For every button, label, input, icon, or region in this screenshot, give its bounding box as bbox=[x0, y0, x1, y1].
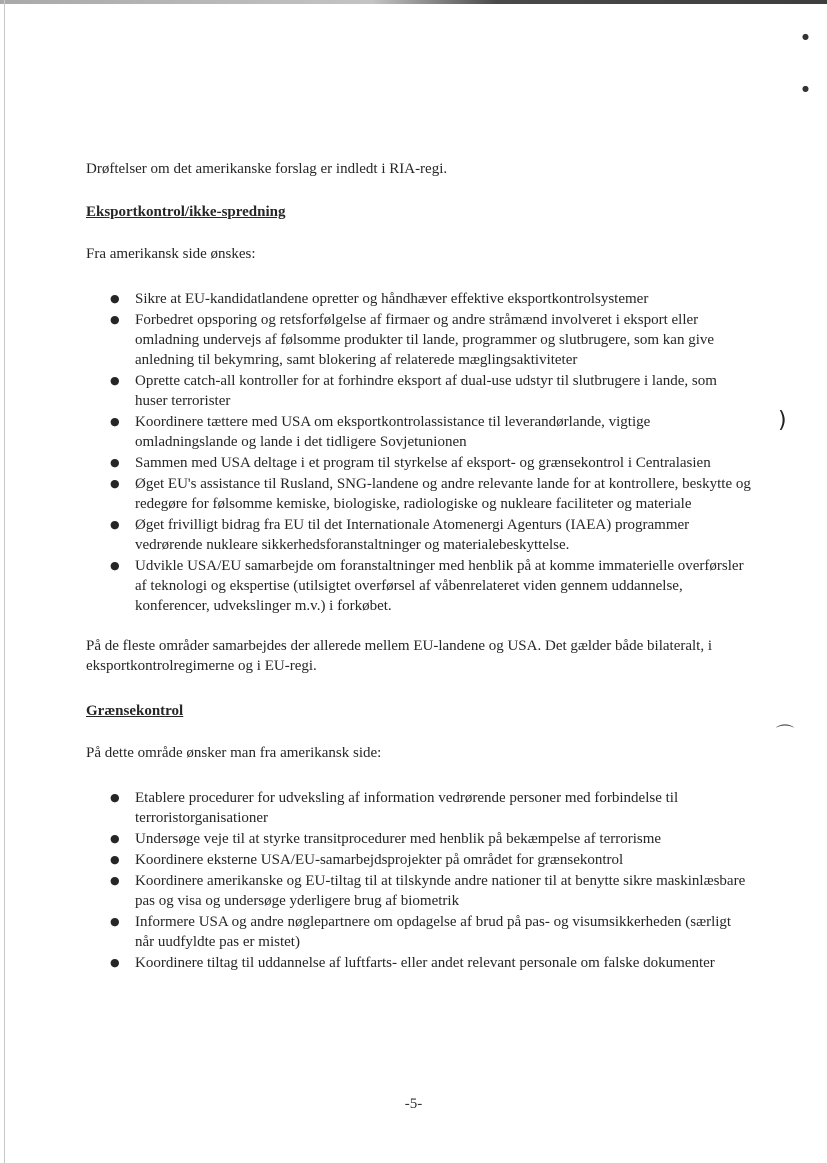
list-item-text: Sikre at EU-kandidatlandene opretter og håndhæver effektive eksportkontrolsystemer bbox=[135, 291, 649, 307]
bullet-icon: ● bbox=[110, 456, 120, 469]
bullet-icon: ● bbox=[110, 915, 120, 928]
bullet-icon: ● bbox=[110, 415, 120, 428]
list-item bbox=[86, 453, 751, 473]
list-item-text: Forbedret opsporing og retsforfølgelse af firmaer og andre stråmænd involveret i eksport eller omladning undervejs af følsomme produkter til lande, programmer og slutbrugere, som kan give anledning til bekymring, samt blokering af relaterede mæglingsaktiviteter bbox=[135, 312, 715, 368]
list-item-text: Koordinere amerikanske og EU-tiltag til at tilskynde andre nationer til at benytte sikre maskinlæsbare pas og visa og undersøge yderligere brug af biometrik bbox=[135, 873, 746, 909]
list-item-text: Koordinere tiltag til uddannelse af luftfarts- eller andet relevant personale om falske dokumenter bbox=[135, 955, 715, 971]
list-item-text: Oprette catch-all kontroller for at forhindre eksport af dual-use udstyr til slutbrugere i lande, som huser terrorister bbox=[135, 373, 717, 409]
bullet-icon: ● bbox=[110, 559, 120, 572]
list-item bbox=[86, 556, 751, 616]
section-lead: På dette område ønsker man fra amerikansk side: bbox=[86, 745, 382, 761]
list-item-text: Koordinere tættere med USA om eksportkontrolassistance til leverandørlande, vigtige omladningslande og lande i det tidligere Sovjetunionen bbox=[135, 414, 651, 450]
list-item bbox=[86, 474, 751, 514]
intro-paragraph: Drøftelser om det amerikanske forslag er indledt i RIA-regi. bbox=[86, 161, 448, 177]
list-item bbox=[86, 829, 751, 849]
bullet-icon: ● bbox=[110, 292, 120, 305]
closing-paragraph: På de fleste områder samarbejdes der allerede mellem EU-landene og USA. Det gælder både bilateralt, i eksportkontrolregimerne og i EU-regi. bbox=[86, 638, 713, 674]
list-item bbox=[86, 953, 751, 973]
border-control-list bbox=[86, 788, 751, 973]
bullet-icon: ● bbox=[110, 477, 120, 490]
list-item-text: Øget frivilligt bidrag fra EU til det Internationale Atomenergi Agenturs (IAEA) programmer vedrørende nukleare sikkerhedsforanstaltninger og materialebeskyttelse. bbox=[135, 517, 690, 553]
list-item bbox=[86, 912, 751, 952]
scan-dot-mark: ● bbox=[802, 32, 809, 41]
list-item bbox=[86, 412, 751, 452]
bullet-icon: ● bbox=[110, 956, 120, 969]
list-item bbox=[86, 310, 751, 370]
bullet-icon: ● bbox=[110, 832, 120, 845]
page-number: -5- bbox=[404, 1096, 423, 1112]
section-heading-export-control: Eksportkontrol/ikke-spredning bbox=[86, 204, 286, 220]
list-item bbox=[86, 788, 751, 828]
list-item bbox=[86, 371, 751, 411]
scan-top-edge bbox=[0, 0, 827, 4]
punch-hole-mark: ⌒ bbox=[776, 724, 794, 745]
list-item-text: Undersøge veje til at styrke transitprocedurer med henblik på bekæmpelse af terrorisme bbox=[135, 831, 662, 847]
bullet-icon: ● bbox=[110, 518, 120, 531]
bullet-icon: ● bbox=[110, 874, 120, 887]
list-item-text: Sammen med USA deltage i et program til styrkelse af eksport- og grænsekontrol i Centralasien bbox=[135, 455, 711, 471]
punch-hole-mark: ) bbox=[778, 408, 787, 433]
bullet-icon: ● bbox=[110, 313, 120, 326]
list-item-text: Øget EU's assistance til Rusland, SNG-landene og andre relevante lande for at kontrollere, beskytte og redegøre for følsomme kemiske, biologiske, radiologiske og nukleare faciliteter og materiale bbox=[135, 476, 751, 512]
list-item-text: Koordinere eksterne USA/EU-samarbejdsprojekter på området for grænsekontrol bbox=[135, 852, 624, 868]
list-item bbox=[86, 850, 751, 870]
bullet-icon: ● bbox=[110, 791, 120, 804]
bullet-icon: ● bbox=[110, 853, 120, 866]
list-item bbox=[86, 515, 751, 555]
list-item bbox=[86, 289, 751, 309]
bullet-icon: ● bbox=[110, 374, 120, 387]
document-page bbox=[86, 159, 751, 993]
export-control-list bbox=[86, 289, 751, 616]
list-item bbox=[86, 871, 751, 911]
section-heading-border-control: Grænsekontrol bbox=[86, 703, 184, 719]
scan-left-edge bbox=[4, 0, 5, 1163]
list-item-text: Informere USA og andre nøglepartnere om opdagelse af brud på pas- og visumsikkerheden (særligt når uudfyldte pas er mistet) bbox=[135, 914, 732, 950]
list-item-text: Etablere procedurer for udveksling af information vedrørende personer med forbindelse til terroristorganisationer bbox=[135, 790, 679, 826]
section-lead: Fra amerikansk side ønskes: bbox=[86, 246, 256, 262]
scan-dot-mark: ● bbox=[802, 84, 809, 93]
list-item-text: Udvikle USA/EU samarbejde om foranstaltninger med henblik på at komme immaterielle overførsler af teknologi og ekspertise (utilsigtet overførsel af våbenrelateret viden gennem uddannelse, konferencer, udvekslinger m.v.) i forkøbet. bbox=[135, 558, 744, 614]
